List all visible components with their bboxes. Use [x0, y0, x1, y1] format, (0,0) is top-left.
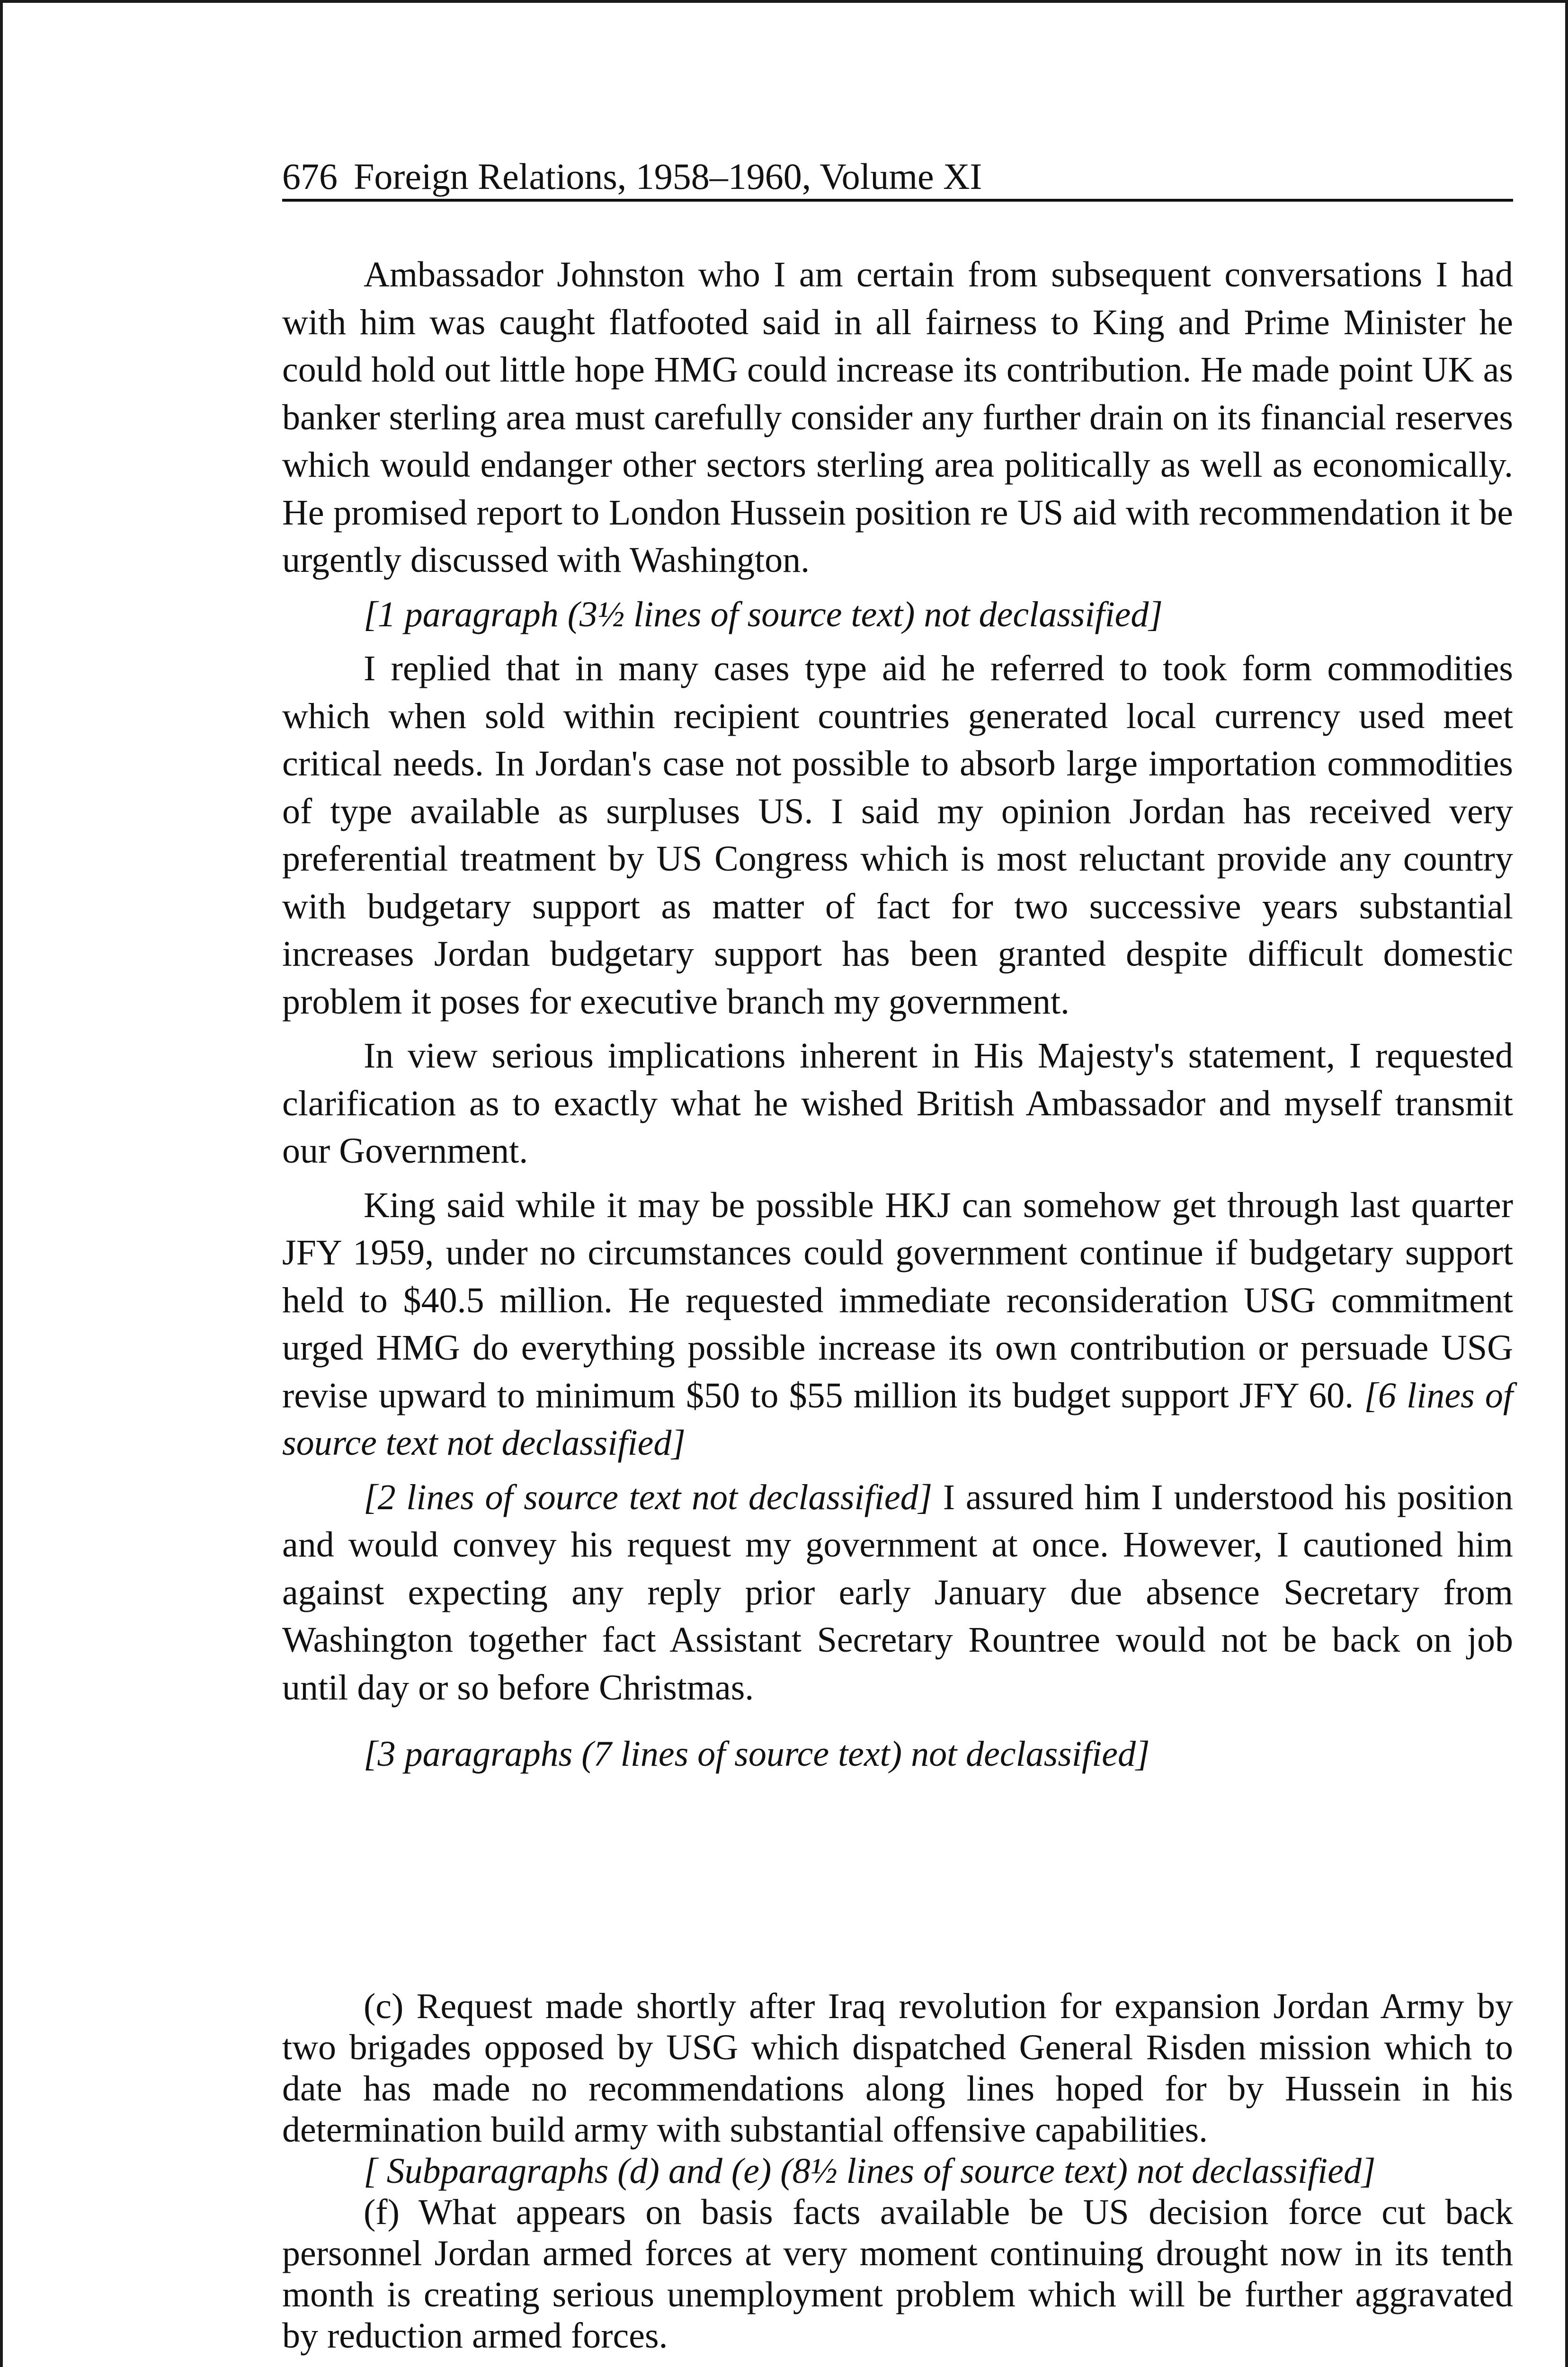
page-edge-top [0, 0, 1568, 3]
paragraph: Ambassador Johnston who I am certain from subsequent conversations I had with him was caught flatfooted said in all fairness to King and Prime Minister he could hold out little hope HMG could increase its contribution. He made point UK as banker sterling area must carefully consider any further drain on its financial reserves which would endanger other sectors sterling area politically as well as economically. He promised report to London Hussein position re US aid with recommendation it be urgently discussed with Washington. [282, 255, 1513, 580]
page-number: 676 [282, 156, 338, 197]
body-text [282, 251, 1513, 1785]
declassification-note: [ Subparagraphs (d) and (e) (8½ lines of source text) not declassified] [364, 2151, 1376, 2191]
header-rule [282, 199, 1513, 202]
subparagraph-c: (c) Request made shortly after Iraq revolution for expansion Jordan Army by two brigades opposed by USG which dispatched General Risden mission which to date has made no recommendations along lines hoped for by Hussein in his determination build army with substantial offensive capabilities. [282, 1986, 1513, 2150]
paragraph-text: I assured him I understood his position and would convey his request my government at once. However, I cautioned him against expecting any reply prior early January due absence Secretary from Washington together fact Assistant Secretary Rountree would not be back on job until day or so before Christmas. [282, 1477, 1513, 1708]
paragraph: In view serious implications inherent in His Majesty's statement, I requested clarification as to exactly what he wished British Ambassador and myself transmit our Government. [282, 1036, 1513, 1171]
subparagraph-f: (f) What appears on basis facts available be US decision force cut back personnel Jordan armed forces at very moment continuing drought now in its tenth month is creating serious unemployment problem which will be further aggravated by reduction armed forces. [282, 2192, 1513, 2356]
page-edge-left [0, 0, 3, 2367]
running-head [282, 151, 1513, 203]
declassification-note: [6 lines of source text not declassified] [282, 1375, 1513, 1463]
subparagraph-block [282, 1986, 1513, 2357]
paragraph-text: King said while it may be possible HKJ can somehow get through last quarter JFY 1959, under no circumstances could government continue if budgetary support held to $40.5 million. He requested immediate reconsideration USG commitment urged HMG do everything possible increase its own contribution or persuade USG revise upward to minimum $50 to $55 million its budget support JFY 60. [282, 1185, 1513, 1415]
declassification-note: [3 paragraphs (7 lines of source text) not declassified] [364, 1734, 1150, 1774]
paragraph-with-note [282, 1474, 1513, 1712]
declassification-note: [2 lines of source text not declassified] [364, 1477, 933, 1517]
running-head-title: Foreign Relations, 1958–1960, Volume XI [354, 156, 982, 197]
paragraph: I replied that in many cases type aid he referred to took form commodities which when sold within recipient countries generated local currency used meet critical needs. In Jordan's case not possible to absorb large importation commodities of type available as surpluses US. I said my opinion Jordan has received very preferential treatment by US Congress which is most reluctant provide any country with budgetary support as matter of fact for two successive years substantial increases Jordan budgetary support has been granted despite difficult domestic problem it poses for executive branch my government. [282, 649, 1513, 1022]
page-edge-right [1565, 0, 1568, 2367]
declassification-note: [1 paragraph (3½ lines of source text) not declassified] [364, 594, 1163, 634]
paragraph-with-note [282, 1182, 1513, 1467]
